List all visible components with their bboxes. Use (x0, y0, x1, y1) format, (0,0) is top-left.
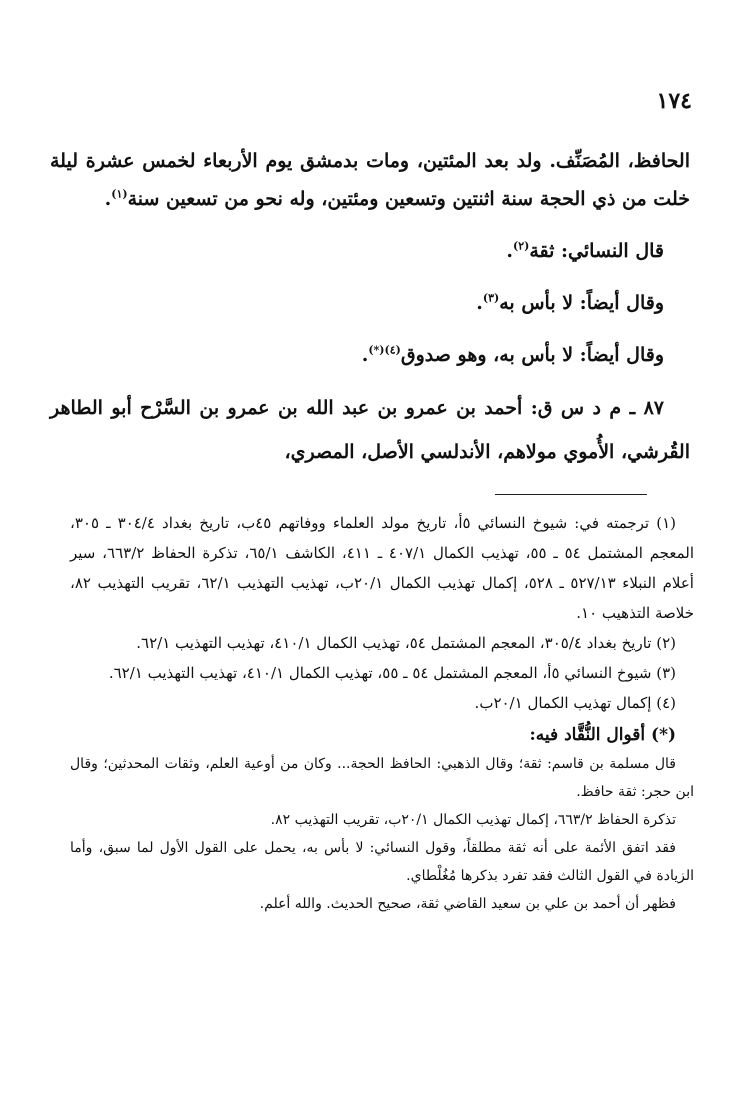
footnote-2: (٢) تاريخ بغداد ٣٠٥/٤، المعجم المشتمل ٥٤، تهذيب الكمال ٤١٠/١، تهذيب التهذيب ٦٢/١. (136, 634, 676, 652)
footnote-ref: (٤)(*) (368, 343, 401, 357)
nasai-statement-3: وقال أيضاً: لا بأس به، وهو صدوق$^{(٤)(*)}$. (361, 343, 664, 366)
entry-87: ٨٧ ـ م د س ق: أحمد بن عمرو بن عبد الله بن عمرو بن السَّرْح أبو الطاهر القُرشي، الأُموي مولاهم، الأندلسي الأصل، المصري، (50, 397, 690, 463)
critics-line-3: فقد اتفق الأئمة على أنه ثقة مطلقاً، وقول النسائي: لا بأس به، يحمل على القول الأول لما سبق، وأما الزيادة في القول الثالث فقد تفرد بذكرها مُغُلْطاي. (70, 840, 694, 884)
biography-continuation: الحافظ، المُصَنِّف. ولد بعد المئتين، ومات بدمشق يوم الأربعاء لخمس عشرة ليلة خلت من ذي الحجة سنة اثنتين وتسعين ومئتين، وله نحو من تسعين سنة$^{(١)}$. (50, 150, 690, 210)
footnote-1: (١) ترجمته في: شيوخ النسائي ٥أ، تاريخ مولد العلماء ووفاتهم ٤٥ب، تاريخ بغداد ٣٠٤/٤ ـ ٣٠٥، المعجم المشتمل ٥٤ ـ ٥٥، تهذيب الكمال ٤٠٧/١ ـ ٤١١، الكاشف ٦٥/١، تذكرة الحفاظ ٦٦٣/٢، سير أعلام النبلاء ٥٢٧/١٣ ـ ٥٢٨، إكمال تهذيب الكمال ٢٠/١ب، تهذيب التهذيب ٦٢/١، تقريب التهذيب ٨٢، خلاصة التذهيب ١٠. (70, 514, 695, 622)
footnote-4: (٤) إكمال تهذيب الكمال ٢٠/١ب. (474, 694, 676, 712)
main-text (50, 142, 690, 474)
footnote-separator (495, 494, 647, 495)
footnote-ref: (٣) (482, 291, 500, 305)
critics-line-1: قال مسلمة بن قاسم: ثقة؛ وقال الذهبي: الحافظ الحجة... وكان من أوعية العلم، وثقات المحدثين؛ وقال ابن حجر: ثقة حافظ. (70, 756, 694, 800)
page-number: ١٧٤ (656, 88, 692, 114)
critics-line-2: تذكرة الحفاظ ٦٦٣/٢، إكمال تهذيب الكمال ٢٠/١ب، تقريب التهذيب ٨٢. (270, 812, 676, 828)
critics-heading: (*) أقوال النُّقَّاد فيه: (529, 725, 676, 745)
nasai-statement: قال النسائي: ثقة$^{(٢)}$. (506, 239, 664, 262)
footnote-ref: (١) (111, 187, 128, 201)
paragraph-text: وقال أيضاً: لا بأس به (499, 292, 664, 314)
paragraph-text: الحافظ، المُصَنِّف. ولد بعد المئتين، ومات بدمشق يوم الأربعاء لخمس عشرة ليلة خلت من ذي الحجة سنة اثنتين وتسعين ومئتين، وله نحو من تسعين سنة (50, 150, 690, 210)
critics-line-4: فظهر أن أحمد بن علي بن سعيد القاضي ثقة، صحيح الحديث. والله أعلم. (259, 896, 676, 912)
footnotes (70, 508, 694, 918)
nasai-statement-2: وقال أيضاً: لا بأس به$^{(٣)}$. (476, 291, 664, 314)
paragraph-text: قال النسائي: ثقة (529, 240, 664, 262)
footnote-ref: (٢) (512, 239, 530, 253)
paragraph-text: وقال أيضاً: لا بأس به، وهو صدوق (400, 344, 664, 366)
footnote-3: (٣) شيوخ النسائي ٥أ، المعجم المشتمل ٥٤ ـ ٥٥، تهذيب الكمال ٤١٠/١، تهذيب التهذيب ٦٢/١. (108, 664, 676, 682)
